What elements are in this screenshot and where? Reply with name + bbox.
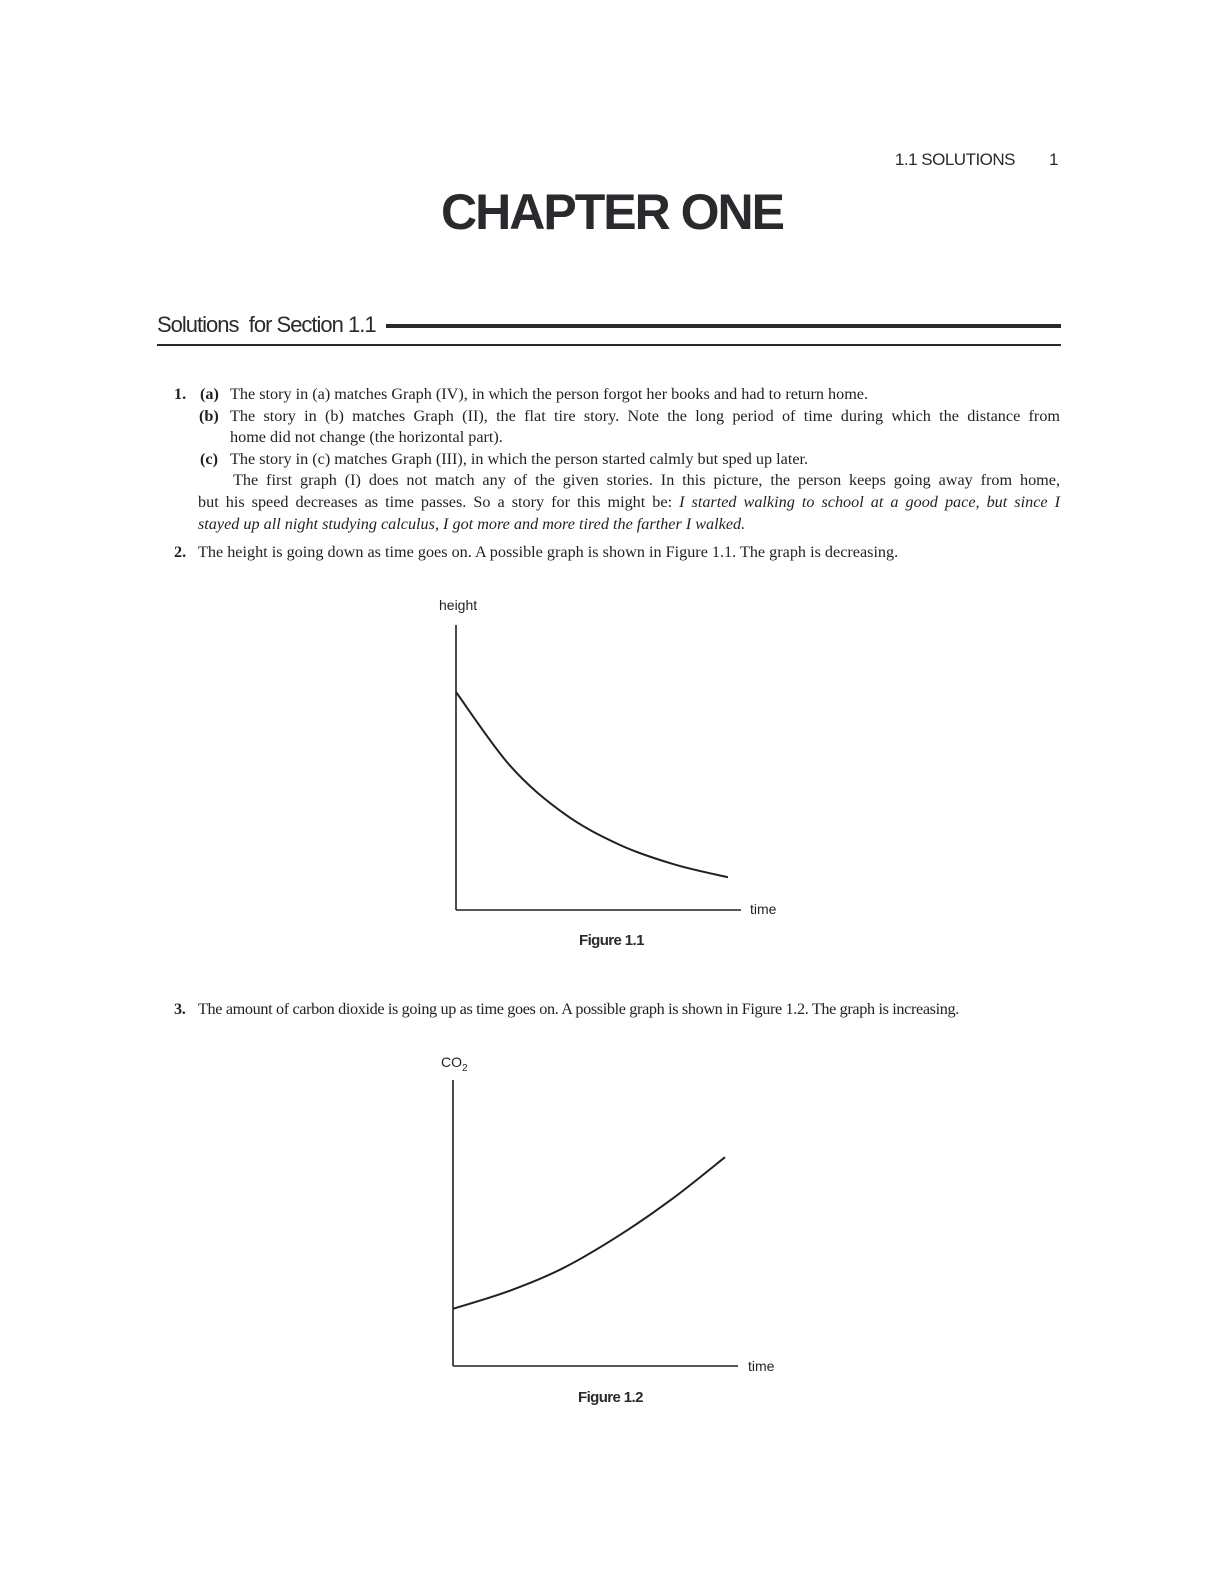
figure-1-1-caption: Figure 1.1 bbox=[579, 932, 644, 949]
problem-2-text: The height is going down as time goes on. A possible graph is shown in Figure 1.1. The graph is decreasing. bbox=[198, 543, 899, 561]
problem-1-extra-line2-plain: but his speed decreases as time passes. So a story for this might be: bbox=[198, 492, 680, 511]
problem-1c-text: The story in (c) matches Graph (III), in which the person started calmly but sped up later. bbox=[230, 449, 809, 468]
fig1-curve bbox=[456, 692, 728, 877]
fig1-y-axis-label: height bbox=[439, 597, 478, 613]
fig2-curve bbox=[453, 1157, 725, 1309]
figure-1-2 bbox=[430, 1050, 790, 1380]
problem-1a-text: The story in (a) matches Graph (IV), in which the person forgot her books and had to return home. bbox=[230, 385, 869, 403]
section-title: Solutions for Section 1.1 bbox=[157, 312, 376, 337]
problem-3-text: The amount of carbon dioxide is going up as time goes on. A possible graph is shown in Figure 1.2. The graph is increasing. bbox=[198, 1000, 959, 1018]
figure-1-1 bbox=[430, 592, 790, 922]
problem-2-number: 2. bbox=[174, 543, 187, 561]
running-title: 1.1 SOLUTIONS bbox=[894, 150, 1016, 169]
problem-1b-text-line2: home did not change (the horizontal part). bbox=[230, 428, 503, 447]
fig2-y-axis-label-main: CO bbox=[441, 1054, 462, 1070]
section-thin-rule bbox=[157, 344, 1061, 346]
problem-1-extra-line2 bbox=[198, 492, 1060, 514]
problem-1 bbox=[174, 384, 1060, 535]
fig2-y-axis-label-sub: 2 bbox=[462, 1063, 468, 1074]
problem-1b-label: (b) bbox=[199, 406, 219, 425]
fig2-y-axis-label bbox=[441, 1054, 468, 1074]
chapter-title: CHAPTER ONE bbox=[441, 184, 783, 240]
section-heading bbox=[157, 312, 1061, 338]
problem-1-extra-line1: The first graph (I) does not match any of the given stories. In this picture, the person keeps going away from home, bbox=[233, 471, 1060, 490]
problem-1b-text-line1: The story in (b) matches Graph (II), the flat tire story. Note the long period of time during which the distance from bbox=[230, 406, 1060, 425]
page-number: 1 bbox=[1049, 150, 1058, 169]
problem-1a-label: (a) bbox=[200, 385, 219, 403]
figure-1-2-caption: Figure 1.2 bbox=[578, 1389, 643, 1406]
running-head bbox=[895, 150, 1058, 170]
problem-1-number: 1. bbox=[174, 385, 187, 403]
fig2-x-axis-label: time bbox=[748, 1358, 775, 1374]
problem-3 bbox=[174, 999, 1060, 1021]
problem-3-number: 3. bbox=[174, 1000, 186, 1018]
problem-1c-label: (c) bbox=[200, 449, 218, 468]
problem-2 bbox=[174, 542, 1060, 564]
problem-1-extra-line2-italic: I started walking to school at a good pace, but since I bbox=[679, 492, 1060, 511]
fig1-x-axis-label: time bbox=[750, 901, 777, 917]
problem-1-extra-line3: stayed up all night studying calculus, I got more and more tired the farther I walked. bbox=[198, 514, 746, 533]
section-thick-rule bbox=[386, 324, 1061, 328]
